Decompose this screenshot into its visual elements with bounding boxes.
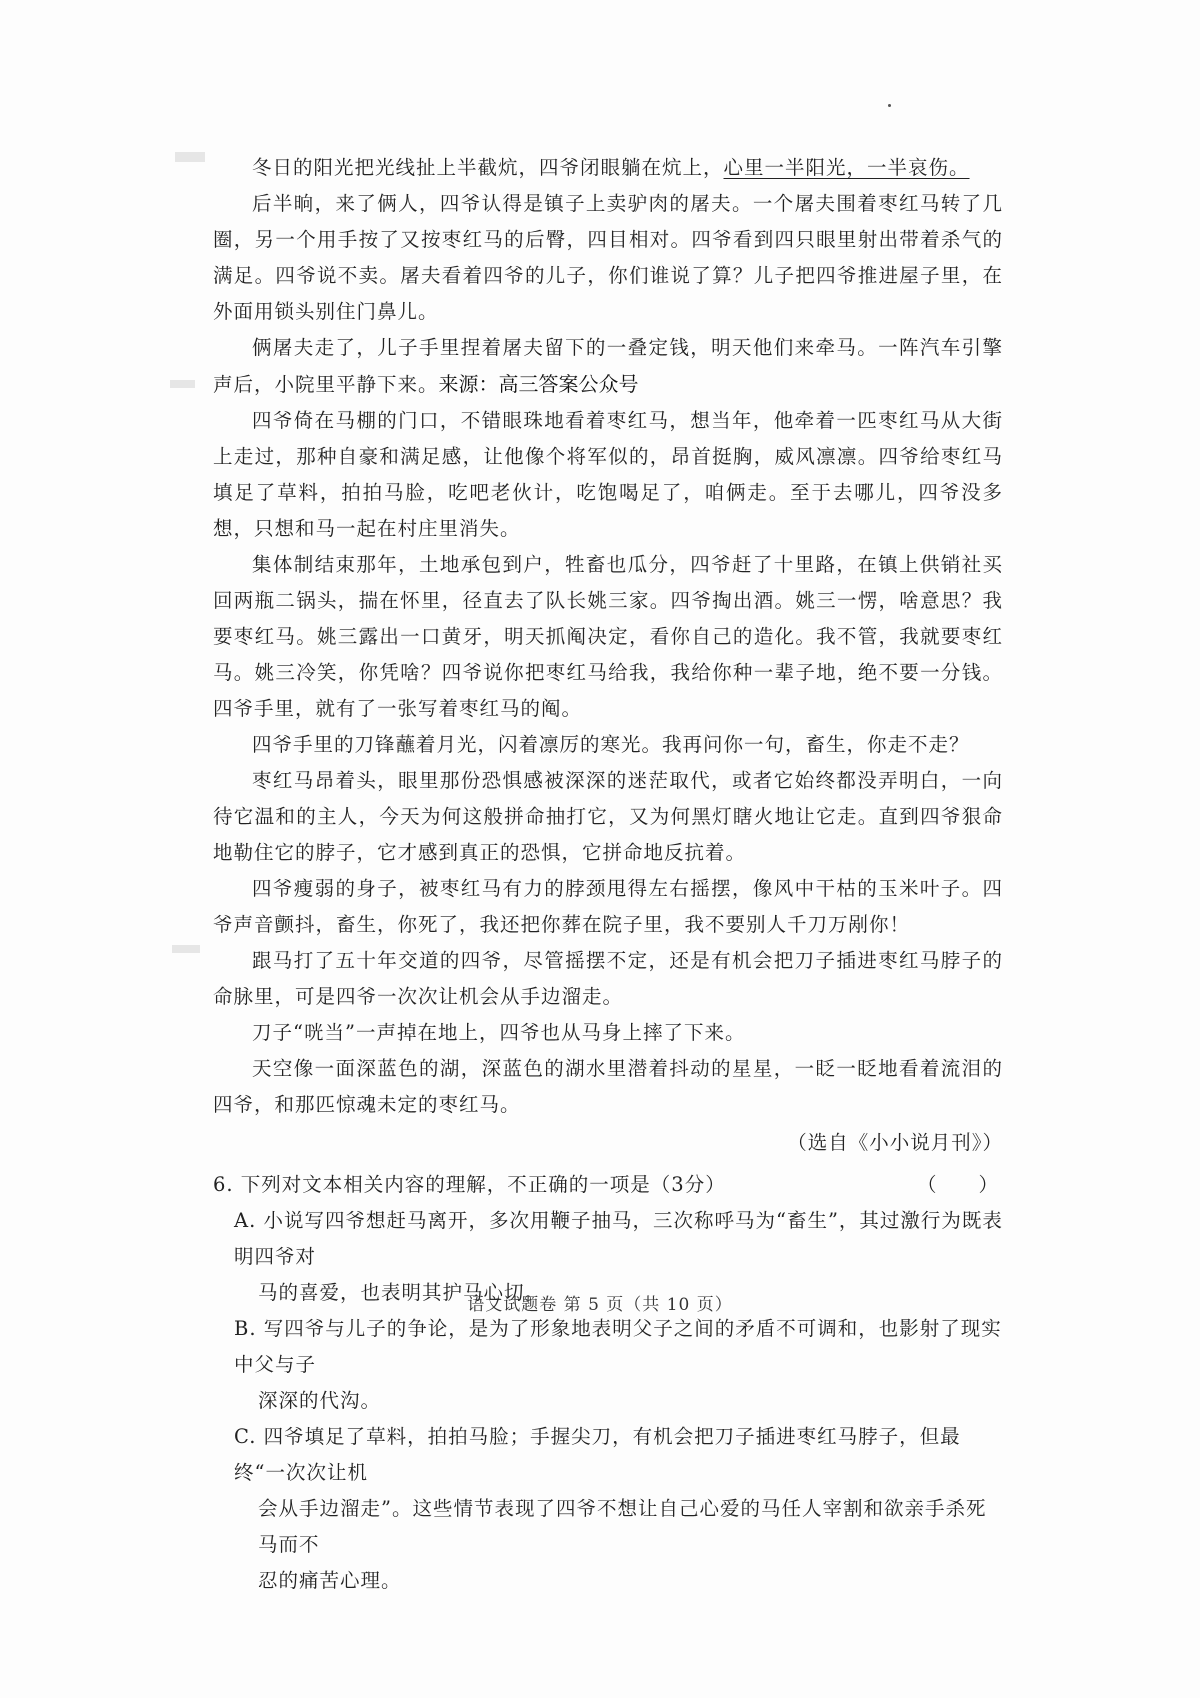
paragraph-10: 刀子“咣当”一声掉在地上，四爷也从马身上摔了下来。: [252, 1021, 746, 1044]
paragraph-6: 四爷手里的刀锋蘸着月光，闪着凛厉的寒光。我再问你一句，畜生，你走不走？: [252, 733, 970, 756]
question-stem: 6. 下列对文本相关内容的理解，不正确的一项是（3分）: [213, 1173, 726, 1196]
underlined-sentence: 心里一半阳光，一半哀伤。: [723, 156, 970, 179]
scan-speck: [888, 104, 891, 107]
paragraph-8: 四爷瘦弱的身子，被枣红马有力的脖颈甩得左右摇摆，像风中干枯的玉米叶子。四爷声音颤抖，畜生，你死了，我还把你葬在院子里，我不要别人千刀万剐你！: [213, 877, 1003, 936]
source-watermark: 来源：高三答案公众号: [438, 372, 639, 396]
paragraph-4: 四爷倚在马棚的门口，不错眼珠地看着枣红马，想当年，他牵着一匹枣红马从大街上走过，那种自豪和满足感，让他像个将军似的，昂首挺胸，威风凛凛。四爷给枣红马填足了草料，拍拍马脸，吃吧老伙计，吃饱喝足了，咱俩走。至于去哪儿，四爷没多想，只想和马一起在村庄里消失。: [213, 409, 1003, 540]
option-a: A. 小说写四爷想赶马离开，多次用鞭子抽马，三次称呼马为“畜生”，其过激行为既表明四爷对 马的喜爱，也表明其护马心切。: [234, 1209, 1003, 1304]
source-citation: （选自《小小说月刊》）: [787, 1131, 1003, 1154]
option-b: B. 写四爷与儿子的争论，是为了形象地表明父子之间的矛盾不可调和，也影射了现实中父与子 深深的代沟。: [234, 1317, 1002, 1412]
paragraph-2: 后半晌，来了俩人，四爷认得是镇子上卖驴肉的屠夫。一个屠夫围着枣红马转了几圈，另一个用手按了又按枣红马的后臀，四目相对。四爷看到四只眼里射出带着杀气的满足。四爷说不卖。屠夫看着四爷的儿子，你们谁说了算？儿子把四爷推进屋子里，在外面用锁头别住门鼻儿。: [213, 192, 1003, 323]
paragraph-5: 集体制结束那年，土地承包到户，牲畜也瓜分，四爷赶了十里路，在镇上供销社买回两瓶二锅头，揣在怀里，径直去了队长姚三家。四爷掏出酒。姚三一愣，啥意思？我要枣红马。姚三露出一口黄牙，明天抓阄决定，看你自己的造化。我不管，我就要枣红马。姚三冷笑，你凭啥？四爷说你把枣红马给我，我给你种一辈子地，绝不要一分钱。四爷手里，就有了一张写着枣红马的阄。: [213, 553, 1003, 720]
scan-noise: [175, 152, 205, 162]
scan-noise: [170, 380, 195, 388]
option-label: B.: [234, 1317, 257, 1340]
option-label: A.: [234, 1209, 257, 1232]
answer-blank: （ ）: [916, 1173, 999, 1196]
scan-noise: [172, 945, 200, 953]
option-c: C. 四爷填足了草料，拍拍马脸；手握尖刀，有机会把刀子插进枣红马脖子，但最终“一次次让机 会从手边溜走”。这些情节表现了四爷不想让自己心爱的马任人宰割和欲亲手杀死马而不 忍的痛苦心理。: [234, 1425, 987, 1592]
paragraph-7: 枣红马昂着头，眼里那份恐惧感被深深的迷茫取代，或者它始终都没弄明白，一向待它温和的主人，今天为何这般拼命抽打它，又为何黑灯瞎火地让它走。直到四爷狠命地勒住它的脖子，它才感到真正的恐惧，它拼命地反抗着。: [213, 769, 1003, 864]
option-label: C.: [234, 1425, 257, 1448]
passage-body: [213, 150, 1003, 1599]
paragraph-1: 冬日的阳光把光线扯上半截炕，四爷闭眼躺在炕上，心里一半阳光，一半哀伤。: [252, 156, 970, 179]
question-6: [213, 1167, 1003, 1203]
paragraph-9: 跟马打了五十年交道的四爷，尽管摇摆不定，还是有机会把刀子插进枣红马脖子的命脉里，可是四爷一次次让机会从手边溜走。: [213, 949, 1003, 1008]
page-footer: 语文试题卷 第 5 页（共 10 页）: [467, 1295, 733, 1315]
paragraph-3: 俩屠夫走了，儿子手里捏着屠夫留下的一叠定钱，明天他们来牵马。一阵汽车引擎声后，小院里平静下来。来源：高三答案公众号: [213, 336, 1003, 396]
paragraph-11: 天空像一面深蓝色的湖，深蓝色的湖水里潜着抖动的星星，一眨一眨地看着流泪的四爷，和那匹惊魂未定的枣红马。: [213, 1057, 1003, 1116]
